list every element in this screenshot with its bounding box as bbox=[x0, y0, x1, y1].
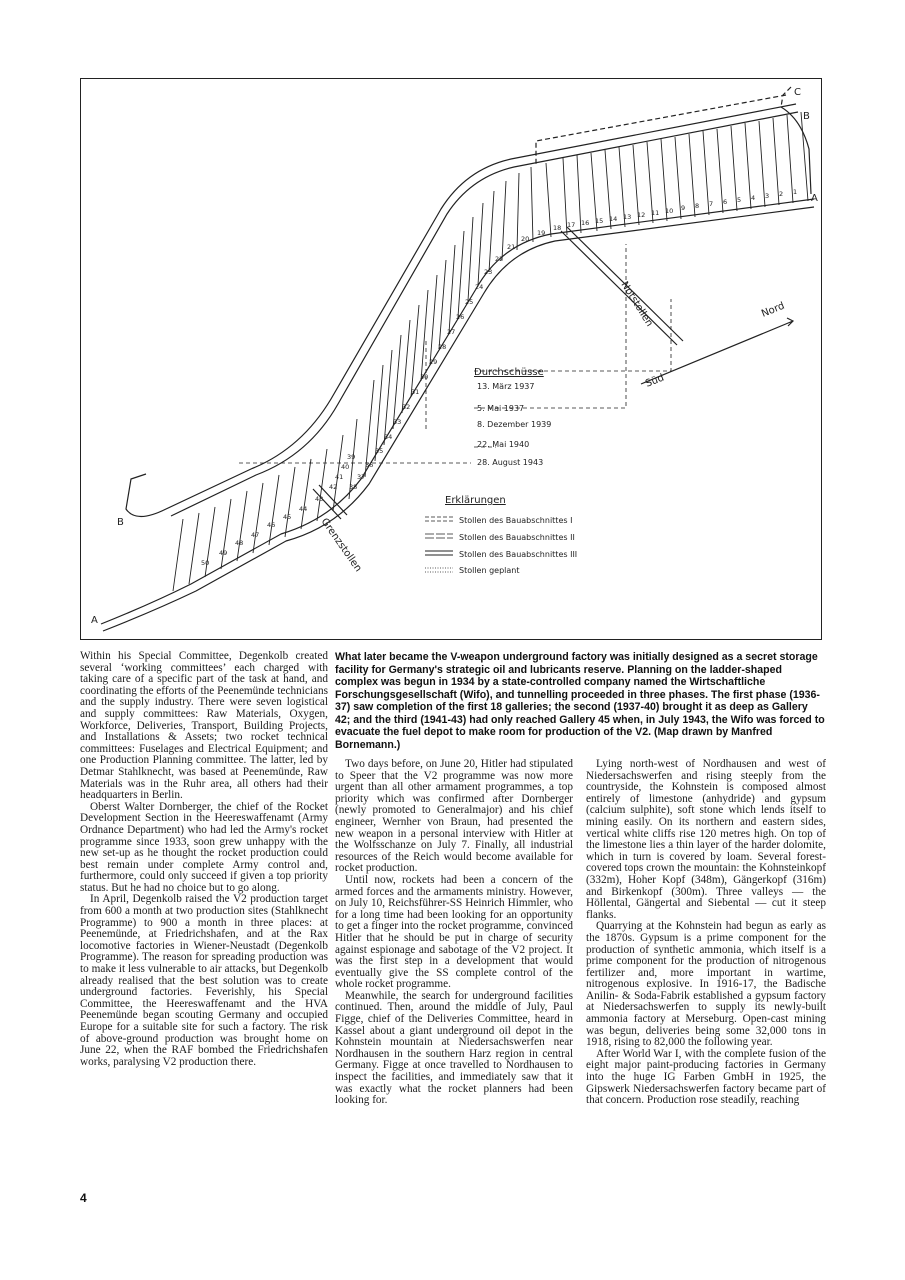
gallery-number: 30 bbox=[420, 373, 429, 381]
gallery-number: 21 bbox=[507, 243, 516, 251]
durchschusse-leaders bbox=[239, 244, 671, 463]
paragraph: Meanwhile, the search for underground facilities continued. Then, around the middle of July, Paul Figge, chief of the Deliveries Committee, heard in Kassel about a giant underground oil depot in the Kohnstein mountain at Niedersachswerfen near Nordhausen in the southern Harz region in central Germany. Figge at once travelled to Nordhausen to inspect the facilities, and immediately saw that it was exactly what the rocket planners had been looking for. bbox=[335, 989, 573, 1107]
map-caption: What later became the V-weapon underground factory was initially designed as a secret storage facility for Germany's strategic oil and lubricants reserve. Planning on the ladder-shaped complex was begun in 1934 by a state-controlled company named the Wirtschaftliche Forschungsgesellschaft (Wifo), and tunnelling proceeded in three phases. The first phase (1936-37) saw completion of the first 18 galleries; the second (1937-40) brought it as deep as Gallery 42; and the third (1941-43) had only reached Gallery 45 when, in July 1943, the Wifo was forced to evacuate the fuel depot to make room for production of the V2. (Map drawn by Manfred Bornemann.) bbox=[335, 651, 825, 751]
gallery-number: 24 bbox=[475, 283, 484, 291]
label-a-right: A bbox=[811, 193, 818, 204]
gallery-number: 32 bbox=[402, 403, 411, 411]
gallery-number: 38 bbox=[349, 483, 358, 491]
body-column-3 bbox=[586, 759, 826, 1107]
gallery-number: 14 bbox=[609, 215, 618, 223]
gallery-number: 43 bbox=[315, 495, 324, 503]
date-22-mai-1940: 22. Mai 1940 bbox=[477, 440, 530, 449]
page-number: 4 bbox=[80, 1191, 87, 1205]
legend-planned: Stollen geplant bbox=[459, 566, 520, 575]
gallery-number: 9 bbox=[681, 204, 686, 212]
paragraph: Until now, rockets had been a concern of the armed forces and the armaments ministry. However, on July 10, Reichsführer-SS Heinrich Himmler, who for a long time had been looking for an opportunity to get a finger into the rocket programme, convinced Hitler that he should be put in charge of security against espionage and sabotage of the V2 project. It was the first step in a development that would eventually give the SS complete control of the whole rocket programme. bbox=[335, 873, 573, 991]
gallery-number: 47 bbox=[251, 531, 260, 539]
gallery-number: 37 bbox=[357, 473, 366, 481]
grenzstollen-label: Grenzstollen bbox=[318, 516, 364, 575]
gallery-number: 16 bbox=[581, 219, 590, 227]
paragraph: Lying north-west of Nordhausen and west of Niedersachswerfen and rising steeply from the countryside, the Kohnstein is composed almost entirely of limestone (anhydride) and gypsum (calcium sulphite), soft stone which lends itself to mining easily. On its northern and eastern sides, vertical white cliffs rise 120 metres high. On top of the limestone lies a thin layer of the harder dolomite, which in turn is covered by loam. Several forest-covered tops crown the mountain: the Kohnsteinkopf (332m), Hoher Kopf (348m), Gängerkopf (316m) and Birkenkopf (300m). Three valleys — the Höllental, Gängertal and Siebental — cut it steep flanks. bbox=[586, 758, 826, 921]
legend-phase-1: Stollen des Bauabschnittes I bbox=[459, 516, 573, 525]
gallery-number: 42 bbox=[329, 483, 338, 491]
tunnel-map-drawing bbox=[81, 79, 821, 639]
legend-swatch-planned bbox=[425, 568, 453, 572]
gallery-number: 35 bbox=[375, 447, 384, 455]
gallery-number: 7 bbox=[709, 200, 714, 208]
gallery-number: 15 bbox=[595, 217, 604, 225]
gallery-number: 11 bbox=[651, 209, 660, 217]
gallery-number: 25 bbox=[465, 298, 474, 306]
gallery-number: 2 bbox=[779, 190, 784, 198]
gallery-number: 4 bbox=[751, 194, 756, 202]
date-13-marz-1937: 13. März 1937 bbox=[477, 382, 535, 391]
gallery-number: 46 bbox=[267, 521, 276, 529]
paragraph: After World War I, with the complete fusion of the eight major paint-producing factories in Germany into the huge IG Farben GmbH in 1925, the Gipswerk Niedersachswerfen factory became part of that concern. Production rose steadily, reaching bbox=[586, 1047, 826, 1107]
legend-phase-3: Stollen des Bauabschnittes III bbox=[459, 550, 578, 559]
label-a-left: A bbox=[91, 615, 98, 626]
label-c-right: C bbox=[794, 87, 801, 98]
paragraph: Oberst Walter Dornberger, the chief of the Rocket Development Section in the Heereswaffenamt (Army Ordnance Department) who had led the Army's rocket programme since 1933, soon grew unhappy with the new set-up as he thought the rocket production could best remain under complete Army control and, furthermore, could only succeed if given a top priority status. But he had no choice but to go along. bbox=[80, 800, 328, 894]
gallery-number: 5 bbox=[737, 196, 742, 204]
body-column-2 bbox=[335, 759, 573, 1107]
paragraph: Quarrying at the Kohnstein had begun as early as the 1870s. Gypsum is a prime component for the production of synthetic ammonia, which itself is a prime component for the production of nitrogenous fertilizer and, more important in wartime, nitrogenous explosive. In 1916-17, the Badische Anilin- & Soda-Fabrik established a gypsum factory at Niedersachswerfen to supply its newly-built ammonia factory at Merseburg. Open-cast mining was begun, deliveries being some 32,000 tons in 1918, rising to 82,000 the following year. bbox=[586, 920, 826, 1049]
gallery-number: 23 bbox=[484, 268, 493, 276]
tunnel-c bbox=[536, 87, 791, 164]
date-5-mai-1937: 5. Mai 1937 bbox=[477, 404, 525, 413]
notstollen-label: Notstollen bbox=[618, 279, 655, 329]
date-8-dezember-1939: 8. Dezember 1939 bbox=[477, 420, 552, 429]
north-arrow bbox=[641, 318, 793, 384]
gallery-number: 31 bbox=[411, 388, 420, 396]
gallery-number: 41 bbox=[335, 473, 344, 481]
legend-swatch-phase-3 bbox=[425, 551, 453, 555]
nord-label: Nord bbox=[760, 300, 787, 320]
paragraph: Two days before, on June 20, Hitler had stipulated to Speer that the V2 programme was now more urgent than all other armament programmes, a top priority which was confirmed after Dornberger (newly promoted to Generalmajor) and his chief engineer, Wernher von Braun, had presented the new weapon in a personal interview with Hitler at the Wolfsschanze on July 7. Finally, all industrial resources of the Reich would become available for rocket production. bbox=[335, 758, 573, 875]
main-tunnel-b-inner bbox=[171, 112, 798, 516]
gallery-number: 18 bbox=[553, 224, 562, 232]
legend-phase-2: Stollen des Bauabschnittes II bbox=[459, 533, 575, 542]
gallery-number: 22 bbox=[495, 255, 504, 263]
gallery-number: 33 bbox=[393, 418, 402, 426]
durchschusse-heading: Durchschüsse bbox=[474, 367, 544, 378]
gallery-number: 29 bbox=[429, 358, 438, 366]
sud-label: Süd bbox=[644, 372, 666, 390]
legend-swatch-phase-2 bbox=[425, 534, 453, 538]
gallery-number: 44 bbox=[299, 505, 308, 513]
paragraph: In April, Degenkolb raised the V2 production target from 600 a month at two production sites (Stahlknecht Programme) to 900 a month in three places: at Peenemünde, at Friedrichshafen, and at the Rax locomotive factories in Wiener-Neustadt (Degenkolb Programme). The reason for spreading production was to make it less vulnerable to air attacks, but Degenkolb already realised that the best solution was to create underground factories. Feverishly, his Special Committee, the Heereswaffenamt and the HVA Peenemünde began scouting Germany and occupied Europe for a suitable site for such a factory. The risk of above-ground production was brought home on June 22, when the RAF bombed the Friedrichshafen works, paralysing V2 production there. bbox=[80, 893, 328, 1068]
gallery-number: 6 bbox=[723, 198, 728, 206]
gallery-number: 45 bbox=[283, 513, 292, 521]
gallery-number: 28 bbox=[438, 343, 447, 351]
gallery-number: 12 bbox=[637, 211, 646, 219]
date-28-august-1943: 28. August 1943 bbox=[477, 458, 544, 467]
gallery-number: 36 bbox=[365, 461, 374, 469]
label-b-right: B bbox=[803, 111, 810, 122]
gallery-number: 19 bbox=[537, 229, 546, 237]
gallery-number: 50 bbox=[201, 559, 210, 567]
gallery-number: 8 bbox=[695, 202, 700, 210]
gallery-number: 39 bbox=[347, 453, 356, 461]
gallery-number: 13 bbox=[623, 213, 632, 221]
gallery-number: 1 bbox=[793, 188, 798, 196]
tunnel-map bbox=[80, 78, 822, 640]
gallery-number: 3 bbox=[765, 192, 770, 200]
gallery-number: 17 bbox=[567, 221, 576, 229]
gallery-number: 10 bbox=[665, 207, 674, 215]
label-b-left: B bbox=[117, 517, 124, 528]
gallery-number: 20 bbox=[521, 235, 530, 243]
gallery-number: 34 bbox=[384, 433, 393, 441]
legend-swatch-phase-1 bbox=[425, 517, 453, 521]
gallery-number: 49 bbox=[219, 549, 228, 557]
body-column-1 bbox=[80, 651, 328, 1068]
gallery-number: 40 bbox=[341, 463, 350, 471]
paragraph: Within his Special Committee, Degenkolb created several ‘working committees’ each charged with taking care of a specific part of the task at hand, and coordinating the efforts of the Peenemünde technicians and the supply industry. There were seven logistical and supply committees: Raw Materials, Oxygen, Workforce, Deliveries, Transport, Building Projects, and Installations & Assets; two rocket technical committees: Fuselages and Electrical Equipment; and one Production Planning committee. The latter, led by Detmar Stahlknecht, was based at Peenemünde, Raw Materials was in the Ruhr area, all others had their headquarters in Berlin. bbox=[80, 650, 328, 802]
main-tunnel-b-outer bbox=[126, 104, 796, 517]
legend-heading: Erklärungen bbox=[445, 495, 506, 506]
gallery-number: 27 bbox=[447, 328, 456, 336]
gallery-number: 26 bbox=[456, 313, 465, 321]
gallery-number: 48 bbox=[235, 539, 244, 547]
